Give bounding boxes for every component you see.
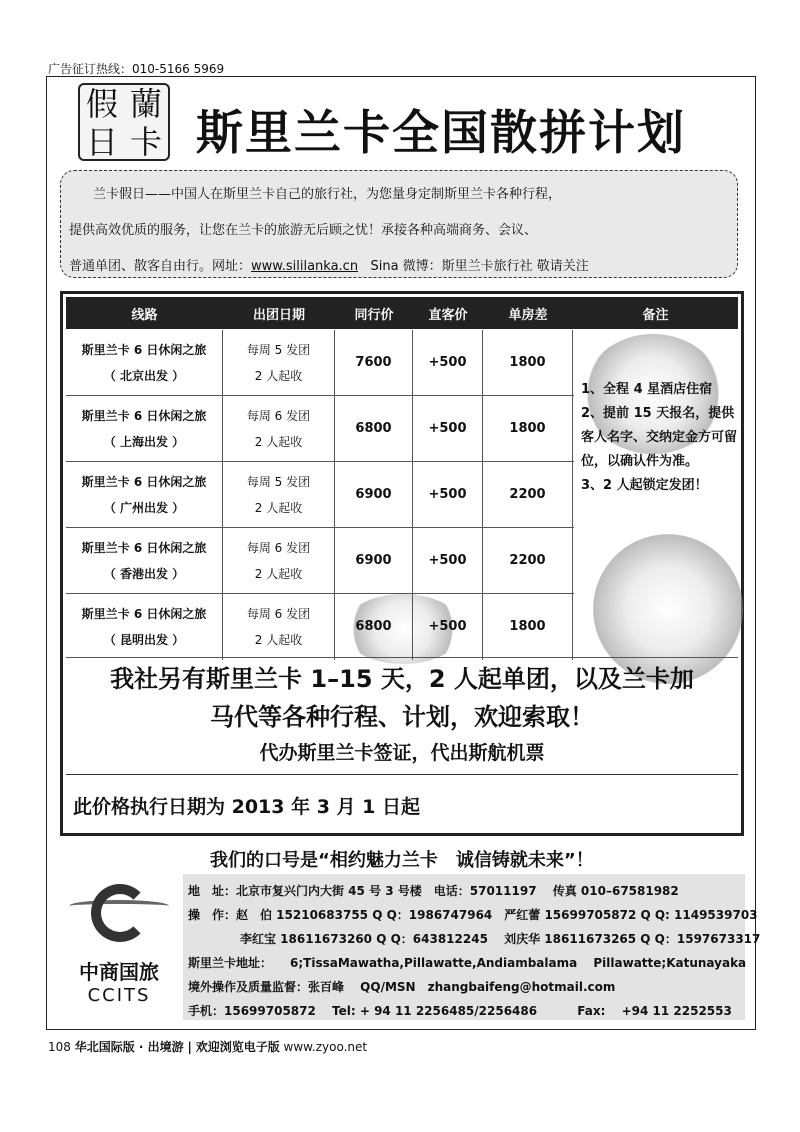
route-origin: （ 香港出发 ） (103, 566, 185, 581)
route-origin: （ 广州出发 ） (103, 500, 185, 515)
single-supplement: 1800 (483, 396, 573, 461)
ccits-mark-icon (69, 878, 169, 948)
table-row (66, 528, 574, 594)
direct-price: +500 (413, 528, 483, 593)
route-origin: （ 昆明出发 ） (103, 633, 185, 647)
min-people: 2 人起收 (254, 500, 303, 515)
route-origin: （ 上海出发 ） (103, 434, 185, 449)
footer-note: 欢迎浏览电子版 (195, 1040, 280, 1054)
min-people: 2 人起收 (254, 633, 303, 647)
intro-line-3 (69, 249, 729, 285)
single-supplement: 1800 (483, 594, 573, 660)
single-supplement: 2200 (483, 462, 573, 527)
weibo-text: Sina 微博：斯里兰卡旅行社 敬请关注 (370, 259, 589, 274)
single-supplement: 2200 (483, 528, 573, 593)
peer-price: 7600 (335, 330, 413, 395)
publication-name: 华北国际版 · 出境游 (74, 1040, 184, 1054)
logo-char: 假 (85, 85, 118, 123)
pricing-table (60, 291, 744, 836)
logo-char: 卡 (129, 123, 162, 161)
ccits-logo (60, 878, 178, 1013)
intro-line-3-prefix: 普通单团、散客自由行。网址： (69, 259, 252, 274)
footer-url-link[interactable]: www.zyoo.net (283, 1040, 368, 1054)
direct-price: +500 (413, 396, 483, 461)
route-name: 斯里兰卡 6 日休闲之旅 (81, 474, 207, 489)
slogan: 我们的口号是“相约魅力兰卡 诚信铸就未来”！ (210, 850, 594, 871)
lanka-holiday-logo (78, 83, 170, 161)
single-supplement: 1800 (483, 330, 573, 395)
table-row (66, 396, 574, 462)
note-item: 2、提前 15 天报名，提供客人名字、交纳定金方可留位，以确认件为准。 (581, 406, 738, 469)
peer-price: 6900 (335, 462, 413, 527)
direct-price: +500 (413, 330, 483, 395)
table-row (66, 594, 574, 660)
page-number: 108 (48, 1040, 71, 1054)
logo-char: 日 (85, 123, 118, 161)
route-name: 斯里兰卡 6 日休闲之旅 (81, 540, 207, 555)
notes-column (577, 330, 738, 660)
route-name: 斯里兰卡 6 日休闲之旅 (81, 342, 207, 357)
min-people: 2 人起收 (254, 566, 303, 581)
direct-price: +500 (413, 594, 483, 660)
contact-supervisor: 境外操作及质量监督：张百峰 QQ/MSN zhangbaifeng@hotmail.com (188, 980, 616, 994)
schedule: 每周 5 发团 (246, 474, 311, 489)
col-notes: 备注 (642, 307, 669, 323)
ccits-en-name: CCITS (87, 985, 151, 1006)
schedule: 每周 6 发团 (246, 607, 311, 621)
ad-hotline: 广告征订热线：010-5166 5969 (48, 62, 225, 76)
schedule: 每周 5 发团 (246, 342, 311, 357)
col-single-supplement: 单房差 (508, 307, 548, 323)
note-item: 3、2 人起锁定发团！ (581, 478, 708, 493)
contact-phones: 手机：15699705872 Tel: + 94 11 2256485/2256486 Fax: +94 11 2252553 (188, 1004, 732, 1018)
promo-line-2: 马代等各种行程、计划，欢迎索取！ (210, 703, 594, 731)
contact-sri-lanka-address: 斯里兰卡地址： 6;TissaMawatha,Pillawatte,Andiambalama Pillawatte;Katunayaka (188, 956, 747, 970)
min-people: 2 人起收 (254, 434, 303, 449)
contact-info (183, 874, 761, 1020)
peer-price: 6800 (335, 594, 413, 660)
divider (66, 774, 738, 775)
table-header (66, 297, 738, 329)
min-people: 2 人起收 (254, 368, 303, 383)
footer-separator: | (187, 1040, 192, 1054)
route-name: 斯里兰卡 6 日休闲之旅 (81, 607, 207, 621)
intro-line-1: 兰卡假日——中国人在斯里兰卡自己的旅行社，为您量身定制斯里兰卡各种行程， (93, 187, 562, 202)
page-footer (48, 1038, 367, 1055)
col-direct-price: 直客价 (428, 307, 468, 323)
contact-operators-1: 操 作：赵 伯 15210683755 Q Q：1986747964 严红蕾 15699705872 Q Q: 1149539703 (188, 908, 758, 922)
schedule: 每周 6 发团 (246, 540, 311, 555)
peer-price: 6900 (335, 528, 413, 593)
ccits-cn-name: 中商国旅 (79, 960, 159, 984)
logo-char: 蘭 (129, 85, 162, 123)
page-title: 斯里兰卡全国散拼计划 (196, 106, 686, 161)
intro-box (60, 170, 738, 278)
col-peer-price: 同行价 (354, 307, 394, 323)
intro-line-2: 提供高效优质的服务，让您在兰卡的旅游无后顾之忧！承接各种高端商务、会议、 (69, 223, 538, 238)
website-link[interactable]: www.sililanka.cn (251, 259, 359, 274)
schedule: 每周 6 发团 (246, 408, 311, 423)
price-validity: 此价格执行日期为 2013 年 3 月 1 日起 (73, 796, 421, 818)
table-row (66, 330, 574, 396)
contact-operators-2: 李红宝 18611673260 Q Q：643812245 刘庆华 18611673265 Q Q：1597673317 (240, 932, 761, 946)
col-date: 出团日期 (252, 307, 305, 323)
contact-address: 地 址：北京市复兴门内大街 45 号 3 号楼 电话：57011197 传真 010–67581982 (188, 884, 679, 898)
col-route: 线路 (131, 307, 158, 323)
table-row (66, 462, 574, 528)
note-item: 1、全程 4 星酒店住宿 (581, 382, 713, 397)
route-origin: （ 北京出发 ） (103, 368, 185, 383)
promo-line-3: 代办斯里兰卡签证，代出斯航机票 (259, 742, 545, 764)
route-name: 斯里兰卡 6 日休闲之旅 (81, 408, 207, 423)
peer-price: 6800 (335, 396, 413, 461)
direct-price: +500 (413, 462, 483, 527)
promo-text (63, 658, 741, 768)
promo-line-1: 我社另有斯里兰卡 1–15 天，2 人起单团，以及兰卡加 (110, 665, 694, 693)
